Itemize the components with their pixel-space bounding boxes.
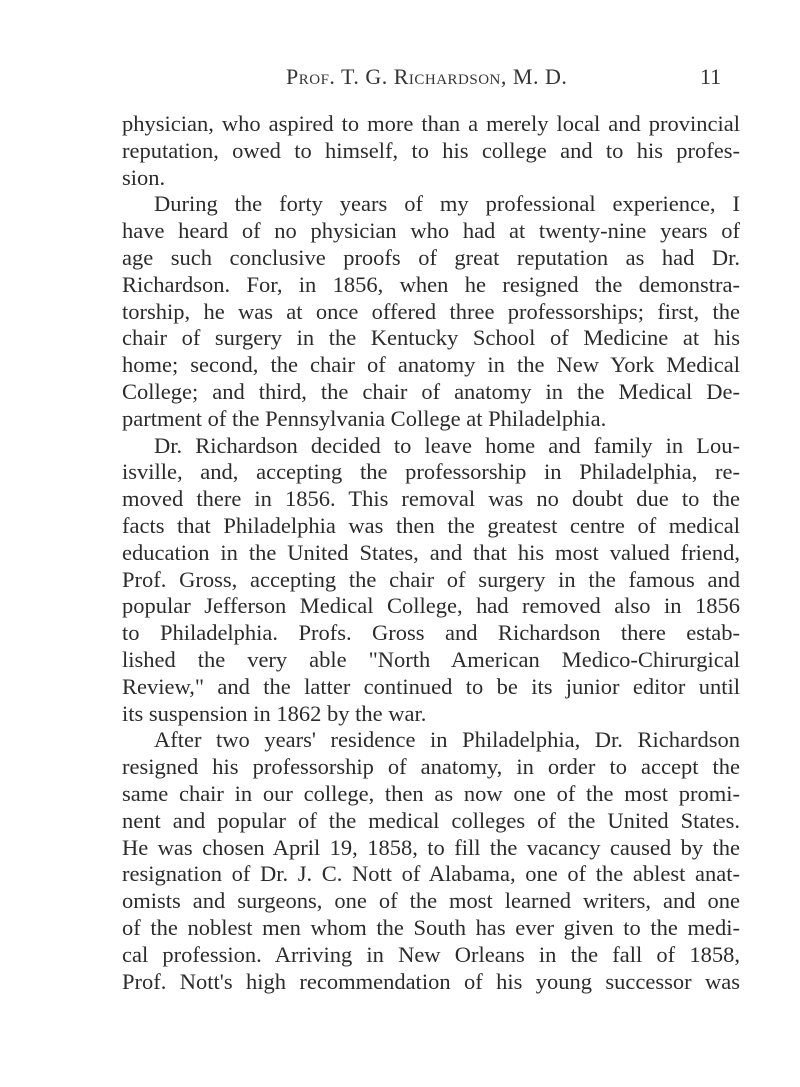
text-line: of the noblest men whom the South has ever given to the medi- (122, 914, 740, 940)
text-line: isville, and, accepting the professorship in Philadelphia, re- (122, 459, 740, 485)
text-line: Review," and the latter continued to be its junior editor until (122, 673, 740, 699)
text-line: physician, who aspired to more than a merely local and provincial (122, 111, 740, 136)
text-line: omists and surgeons, one of the most learned writers, and one (122, 888, 740, 914)
text-line: age such conclusive proofs of great reputation as had Dr. (122, 244, 740, 270)
body-text (122, 111, 740, 995)
text-line: its suspension in 1862 by the war. (122, 700, 427, 726)
text-line: partment of the Pennsylvania College at Philadelphia. (122, 405, 607, 431)
text-line: lished the very able "North American Medico-Chirurgical (122, 646, 740, 672)
text-line: facts that Philadelphia was then the greatest centre of medical (122, 512, 740, 538)
text-line: cal profession. Arriving in New Orleans in the fall of 1858, (122, 941, 740, 967)
text-line: popular Jefferson Medical College, had removed also in 1856 (122, 593, 740, 619)
text-line: same chair in our college, then as now one of the most promi- (122, 780, 740, 806)
text-line: Prof. Gross, accepting the chair of surgery in the famous and (122, 566, 740, 592)
text-line: Prof. Nott's high recommendation of his young successor was (122, 968, 740, 994)
text-line: Richardson. For, in 1856, when he resigned the demonstra- (122, 271, 740, 297)
text-line: home; second, the chair of anatomy in the New York Medical (122, 352, 740, 378)
page-number: 11 (700, 64, 722, 89)
text-line: College; and third, the chair of anatomy in the Medical De- (122, 378, 740, 404)
text-line: He was chosen April 19, 1858, to fill the vacancy caused by the (122, 834, 740, 860)
text-line: resignation of Dr. J. C. Nott of Alabama, one of the ablest anat- (122, 861, 740, 887)
text-line: moved there in 1856. This removal was no doubt due to the (122, 486, 740, 512)
text-line: nent and popular of the medical colleges of the United States. (122, 807, 740, 833)
text-line: chair of surgery in the Kentucky School of Medicine at his (122, 325, 740, 351)
text-line: to Philadelphia. Profs. Gross and Richardson there estab- (122, 620, 740, 646)
paragraph-start-line: After two years' residence in Philadelphia, Dr. Richardson (154, 727, 740, 753)
text-line: torship, he was at once offered three professorships; first, the (122, 298, 740, 324)
text-line: resigned his professorship of anatomy, in order to accept the (122, 754, 740, 780)
paragraph-start-line: Dr. Richardson decided to leave home and family in Lou- (154, 432, 740, 458)
text-line: have heard of no physician who had at twenty-nine years of (122, 218, 740, 244)
text-line: reputation, owed to himself, to his college and to his profes- (122, 137, 740, 163)
running-head-title: Prof. T. G. Richardson, M. D. (286, 64, 568, 89)
text-line: education in the United States, and that his most valued friend, (122, 539, 740, 565)
paragraph-start-line: During the forty years of my professional experience, I (154, 191, 740, 217)
text-line: sion. (122, 164, 166, 190)
